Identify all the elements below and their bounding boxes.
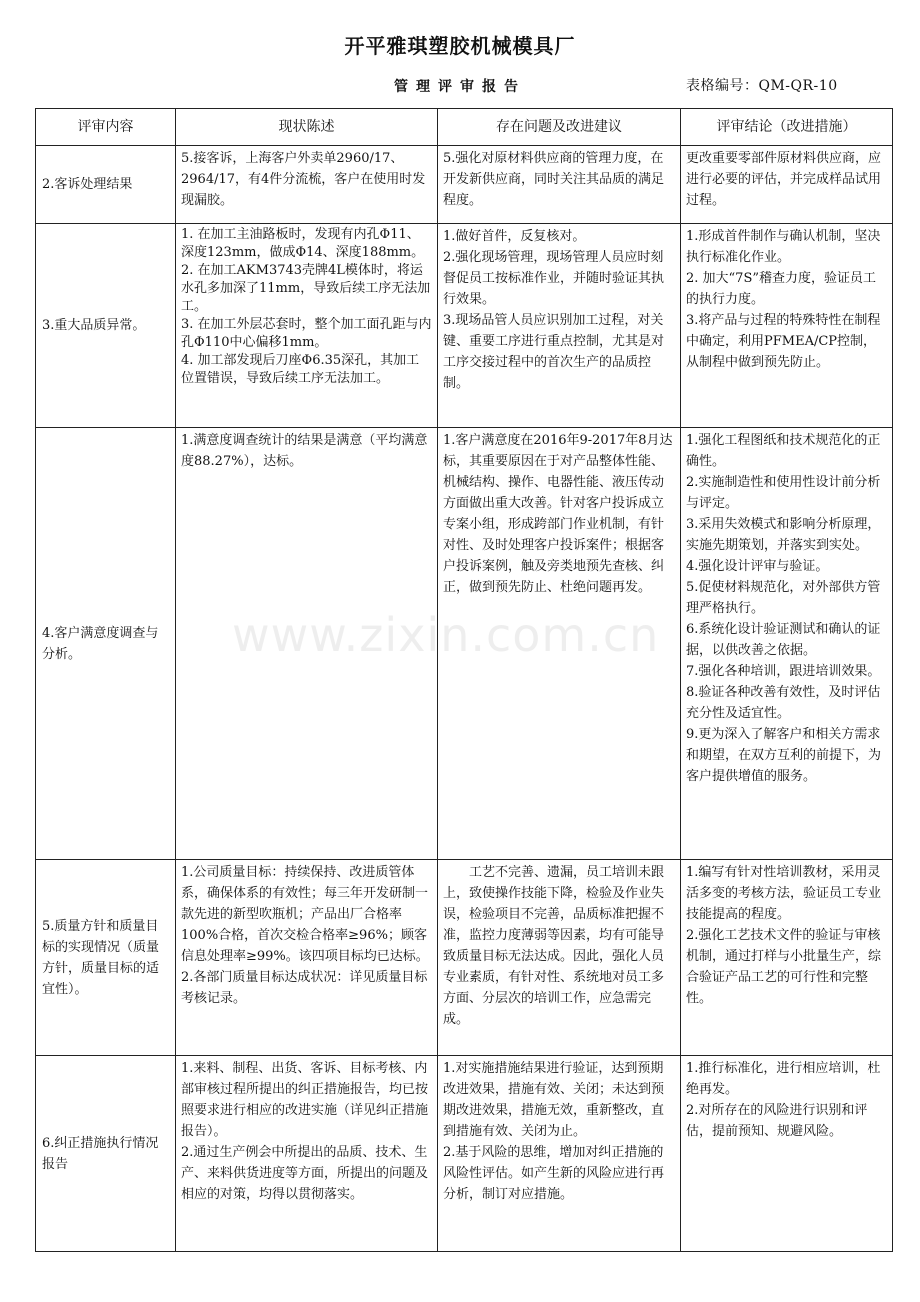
issue-line: 1.客户满意度在2016年9-2017年8月达标，其重要原因在于对产品整体性能、机械结构、操作、电器性能、液压传动方面做出重大改善。针对客户投诉成立专案小组，形成跨部门作业机制，有针对性、及时处理客户投诉案件；根据客户投诉案例，触及旁类地预先查核、纠正，做到预先防止、杜绝问题再发。	[443, 433, 673, 595]
issue-line: 2.强化现场管理，现场管理人员应时刻督促员工按标准作业，并随时验证其执行效果。	[443, 250, 665, 307]
row-item: 4.客户满意度调查与分析。	[36, 428, 176, 860]
table-row	[36, 146, 893, 224]
conclusion-line: 1.形成首件制作与确认机制，坚决执行标准化作业。	[686, 229, 881, 265]
issue-line: 工艺不完善、遗漏，员工培训未跟上，致使操作技能下降，检验及作业失误，检验项目不完善，品质标准把握不准，监控力度薄弱等因素，均有可能导致质量目标无法达成。因此，强化人员专业素质，有针对性、系统地对员工多方面、分层次的培训工作，应急需完成。	[443, 865, 665, 1027]
watermark: www.zixin.com.cn	[232, 608, 660, 662]
status-line: 1. 在加工主油路板时，发现有内孔Φ11、深度123mm，做成Φ14、深度188mm。	[181, 227, 425, 260]
conclusion-line: 8.验证各种改善有效性，及时评估充分性及适宜性。	[686, 685, 881, 721]
conclusion-line: 6.系统化设计验证测试和确认的证据，以供改善之依据。	[686, 622, 881, 658]
conclusion-line: 2. 加大“7S”稽查力度，验证员工的执行力度。	[686, 271, 877, 307]
table-row	[36, 428, 893, 860]
row-conclusion	[681, 224, 893, 428]
status-line: 5.接客诉，上海客户外卖单2960/17、2964/17，有4件分流梳，客户在使用时发现漏胶。	[181, 151, 426, 208]
conclusion-line: 2.实施制造性和使用性设计前分析与评定。	[686, 475, 881, 511]
row-issues	[438, 146, 681, 224]
row-issues	[438, 428, 681, 860]
company-title: 开平雅琪塑胶机械模具厂	[344, 34, 576, 58]
row-conclusion	[681, 428, 893, 860]
status-line: 1.公司质量目标：持续保持、改进质管体系，确保体系的有效性；每三年开发研制一款先进的新型吹瓶机；产品出厂合格率100%合格，首次交检合格率≥96%；顾客信息处理率≥99%。该四项目标均已达标。	[181, 865, 429, 964]
status-line: 4. 加工部发现后刀座Φ6.35深孔，其加工位置错误，导致后续工序无法加工。	[181, 353, 420, 386]
conclusion-line: 3.采用失效模式和影响分析原理，实施先期策划，并落实到实处。	[686, 517, 881, 553]
column-header-item: 评审内容	[36, 109, 176, 146]
row-conclusion	[681, 860, 893, 1056]
row-issues	[438, 860, 681, 1056]
table-row	[36, 224, 893, 428]
issue-line: 2.基于风险的思维，增加对纠正措施的风险性评估。如产生新的风险应进行再分析，制订对应措施。	[443, 1145, 665, 1202]
conclusion-line: 4.强化设计评审与验证。	[686, 559, 829, 574]
status-line: 1.满意度调查统计的结果是满意（平均满意度88.27%），达标。	[181, 433, 428, 469]
table-row	[36, 860, 893, 1056]
row-item: 3.重大品质异常。	[36, 224, 176, 428]
row-issues	[438, 1056, 681, 1252]
conclusion-line: 5.促使材料规范化，对外部供方管理严格执行。	[686, 580, 881, 616]
table-row	[36, 1056, 893, 1252]
column-header-issues: 存在问题及改进建议	[438, 109, 681, 146]
row-status	[176, 1056, 438, 1252]
row-status	[176, 860, 438, 1056]
row-item: 6.纠正措施执行情况报告	[36, 1056, 176, 1252]
status-line: 2. 在加工AKM3743壳牌4L模体时，将运水孔多加深了11mm，导致后续工序无法加工。	[181, 263, 431, 314]
row-status	[176, 428, 438, 860]
conclusion-line: 1.推行标准化，进行相应培训，杜绝再发。	[686, 1061, 881, 1097]
conclusion-line: 3.将产品与过程的特殊特性在制程中确定，利用PFMEA/CP控制，从制程中做到预先防止。	[686, 313, 881, 370]
conclusion-line: 1.编写有针对性培训教材，采用灵活多变的考核方法，验证员工专业技能提高的程度。	[686, 865, 882, 922]
conclusion-line: 更改重要零部件原材料供应商，应进行必要的评估，并完成样品试用过程。	[686, 151, 882, 208]
conclusion-line: 1.强化工程图纸和技术规范化的正确性。	[686, 433, 881, 469]
row-issues	[438, 224, 681, 428]
conclusion-line: 9.更为深入了解客户和相关方需求和期望，在双方互利的前提下，为客户提供增值的服务。	[686, 727, 882, 784]
row-item: 2.客诉处理结果	[36, 146, 176, 224]
conclusion-line: 7.强化各种培训，跟进培训效果。	[686, 664, 881, 679]
issue-line: 3.现场品管人员应识别加工过程，对关键、重要工序进行重点控制，尤其是对工序交接过程中的首次生产的品质控制。	[443, 313, 665, 391]
issue-line: 1.做好首件，反复核对。	[443, 229, 586, 244]
status-line: 1.来料、制程、出货、客诉、目标考核、内部审核过程所提出的纠正措施报告，均已按照要求进行相应的改进实施（详见纠正措施报告）。	[181, 1061, 429, 1139]
issue-line: 1.对实施措施结果进行验证，达到预期改进效果，措施有效、关闭；未达到预期改进效果，措施无效，重新整改，直到措施有效、关闭为止。	[443, 1061, 665, 1139]
row-conclusion	[681, 1056, 893, 1252]
issue-line: 5.强化对原材料供应商的管理力度，在开发新供应商，同时关注其品质的满足程度。	[443, 151, 665, 208]
conclusion-line: 2.强化工艺技术文件的验证与审核机制，通过打样与小批量生产，综合验证产品工艺的可行性和完整性。	[686, 928, 882, 1006]
report-title: 管理评审报告	[394, 79, 526, 95]
column-header-conclusion: 评审结论（改进措施）	[681, 109, 893, 146]
table-header-row	[36, 109, 893, 146]
conclusion-line: 2.对所存在的风险进行识别和评估，提前预知、规避风险。	[686, 1103, 868, 1139]
row-item: 5.质量方针和质量目标的实现情况（质量方针，质量目标的适宜性）。	[36, 860, 176, 1056]
status-line: 2.通过生产例会中所提出的品质、技术、生产、来料供货进度等方面，所提出的问题及相应的对策，均得以贯彻落实。	[181, 1145, 429, 1202]
status-line: 2.各部门质量目标达成状况：详见质量目标考核记录。	[181, 970, 428, 1006]
row-status	[176, 224, 438, 428]
status-line: 3. 在加工外层芯套时，整个加工面孔距与内孔Φ110中心偏移1mm。	[181, 317, 432, 350]
row-status	[176, 146, 438, 224]
form-number: 表格编号：QM-QR-10	[686, 78, 838, 94]
row-conclusion	[681, 146, 893, 224]
column-header-status: 现状陈述	[176, 109, 438, 146]
review-table	[35, 108, 893, 1252]
